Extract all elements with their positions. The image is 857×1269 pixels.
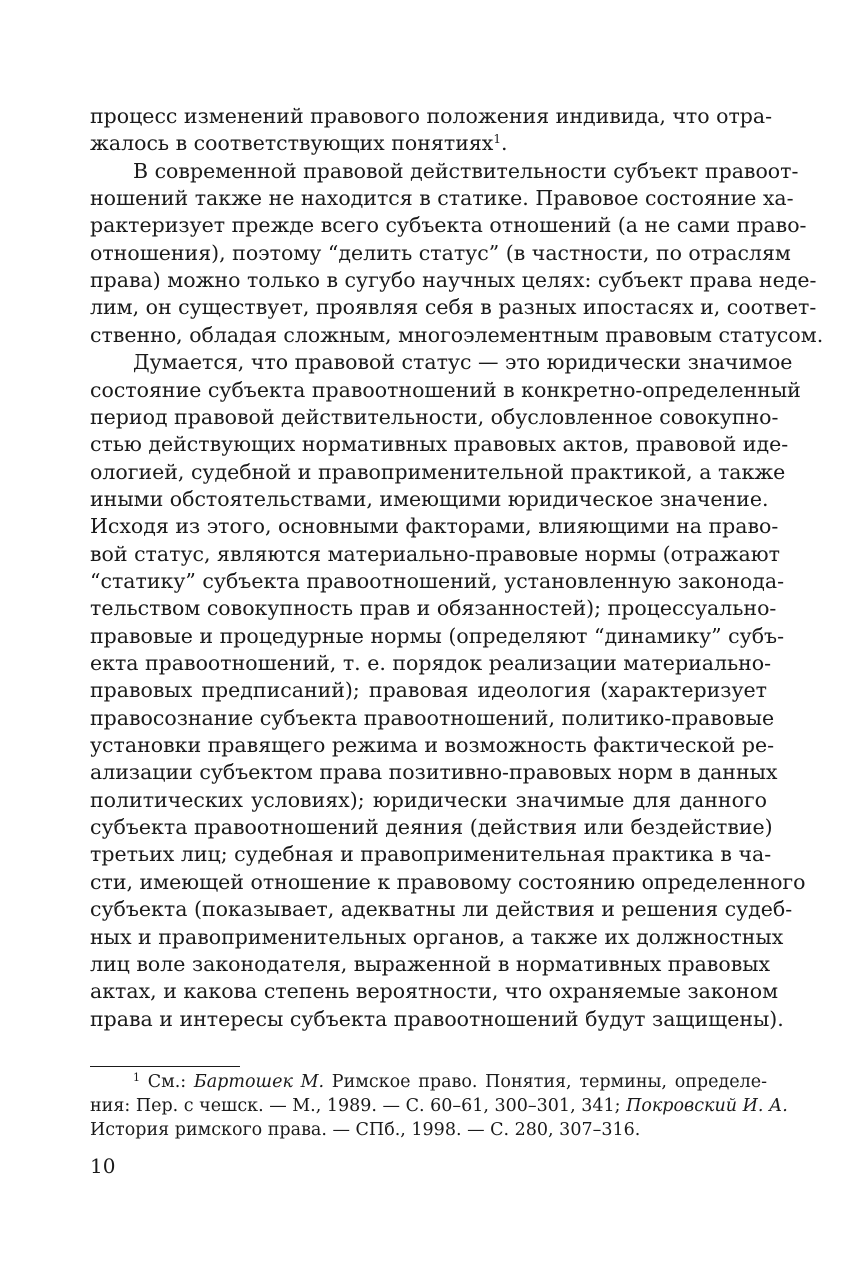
footnote-line1-post: Римское право. Понятия, термины, определе- <box>324 1072 767 1092</box>
body-line <box>90 431 789 458</box>
body-line <box>90 459 786 486</box>
body-line-text: жалось в соответствующих понятиях <box>90 131 494 156</box>
body-line-text: ологией, судебной и правоприменительной практикой, а также <box>90 459 786 484</box>
body-line <box>133 349 793 376</box>
footnote-line-3: История римского права. — СПб., 1998. — С. 280, 307–316. <box>90 1120 641 1140</box>
footnote-line1-pre: См.: <box>140 1072 194 1092</box>
footnote-line2-pre: ния: Пер. с чешск. — М., 1989. — С. 60–61, 300–301, 341; <box>90 1096 627 1116</box>
footnote-author-1: Бартошек М. <box>193 1072 325 1092</box>
body-line <box>90 650 772 677</box>
body-line-text: субъекта (показывает, адекватны ли действия и решения судеб- <box>90 897 793 922</box>
body-line-text: третьих лиц; судебная и правоприменительная практика в ча- <box>90 842 772 867</box>
body-line <box>90 841 772 868</box>
footnote-reference: 1 <box>493 132 501 147</box>
body-line <box>90 924 784 951</box>
body-line-text: права) можно только в сугубо научных целях: субъект права неде- <box>90 268 817 293</box>
body-line <box>90 705 775 732</box>
page-number: 10 <box>90 1154 116 1178</box>
body-line-text: правовые и процедурные нормы (определяют “динамику” субъ- <box>90 623 785 648</box>
body-line-text: правосознание субъекта правоотношений, политико-правовые <box>90 705 775 730</box>
body-line <box>90 130 767 157</box>
body-line-text: В современной правовой действительности субъект правоот- <box>133 158 799 183</box>
body-line-text: ношений также не находится в статике. Правовое состояние ха- <box>90 186 794 211</box>
body-line <box>90 294 817 321</box>
body-line-punct: . <box>501 131 508 156</box>
footnote-line-1 <box>133 1070 767 1094</box>
body-line-text: ственно, обладая сложным, многоэлементным правовым статусом. <box>90 322 824 347</box>
body-line <box>90 267 817 294</box>
body-line <box>90 732 775 759</box>
body-line-text: правовых предписаний); правовая идеология (характеризует <box>90 678 767 703</box>
footnote-marker: 1 <box>133 1070 140 1084</box>
footnote-author-2: Покровский И. А. <box>626 1096 788 1116</box>
body-line <box>90 787 767 814</box>
body-line-text: Думается, что правовой статус — это юридически значимое <box>133 350 793 375</box>
body-line-text: субъекта правоотношений деяния (действия или бездействие) <box>90 815 773 840</box>
body-line-text: процесс изменений правового положения индивида, что отра- <box>90 104 773 128</box>
body-line <box>90 1006 784 1033</box>
body-line <box>90 568 785 595</box>
body-line-text: состояние субъекта правоотношений в конкретно-определенный <box>90 377 801 402</box>
body-line <box>90 513 779 540</box>
body-line-text: актах, и какова степень вероятности, что охраняемые законом <box>90 979 779 1004</box>
body-line <box>90 978 779 1005</box>
body-line-text: отношения), поэтому “делить статус” (в частности, по отраслям <box>90 240 791 265</box>
body-line <box>90 103 773 130</box>
body-line <box>90 240 791 267</box>
body-line <box>90 322 824 349</box>
body-line-text: вой статус, являются материально-правовые нормы (отражают <box>90 541 780 566</box>
body-line <box>90 623 785 650</box>
body-line-text: политических условиях); юридически значимые для данного <box>90 787 767 812</box>
footnote-line-2 <box>90 1094 788 1118</box>
body-line <box>90 869 806 896</box>
body-line <box>90 541 780 568</box>
footnote-separator <box>90 1066 240 1067</box>
body-line <box>133 158 799 185</box>
body-line <box>90 951 771 978</box>
body-line-text: ализации субъектом права позитивно-правовых норм в данных <box>90 760 778 785</box>
body-line-text: лиц воле законодателя, выраженной в нормативных правовых <box>90 951 771 976</box>
body-line-text: установки правящего режима и возможность фактической ре- <box>90 733 775 758</box>
body-line-text: Исходя из этого, основными факторами, влияющими на право- <box>90 514 779 539</box>
body-line-text: права и интересы субъекта правоотношений будут защищены). <box>90 1006 784 1031</box>
body-line <box>90 814 773 841</box>
body-line <box>90 377 801 404</box>
body-line <box>90 404 779 431</box>
body-line-text: сти, имеющей отношение к правовому состоянию определенного <box>90 869 806 894</box>
body-line-text: ных и правоприменительных органов, а также их должностных <box>90 924 784 949</box>
body-line-text: иными обстоятельствами, имеющими юридическое значение. <box>90 486 769 511</box>
body-line-text: тельством совокупность прав и обязанностей); процессуально- <box>90 596 777 621</box>
body-line-text: период правовой действительности, обусловленное совокупно- <box>90 404 779 429</box>
body-line <box>90 185 794 212</box>
body-line-text: лим, он существует, проявляя себя в разных ипостасях и, соответ- <box>90 295 817 320</box>
body-line-text: “статику” субъекта правоотношений, установленную законода- <box>90 568 785 593</box>
body-line <box>90 677 767 704</box>
body-line <box>90 486 767 513</box>
body-line <box>90 896 793 923</box>
body-line-text: екта правоотношений, т. е. порядок реализации материально- <box>90 651 772 675</box>
body-line <box>90 759 778 786</box>
body-line <box>90 212 807 239</box>
body-line-text: рактеризует прежде всего субъекта отношений (а не сами право- <box>90 213 807 238</box>
body-line <box>90 595 777 622</box>
body-line-text: стью действующих нормативных правовых актов, правовой иде- <box>90 432 789 457</box>
